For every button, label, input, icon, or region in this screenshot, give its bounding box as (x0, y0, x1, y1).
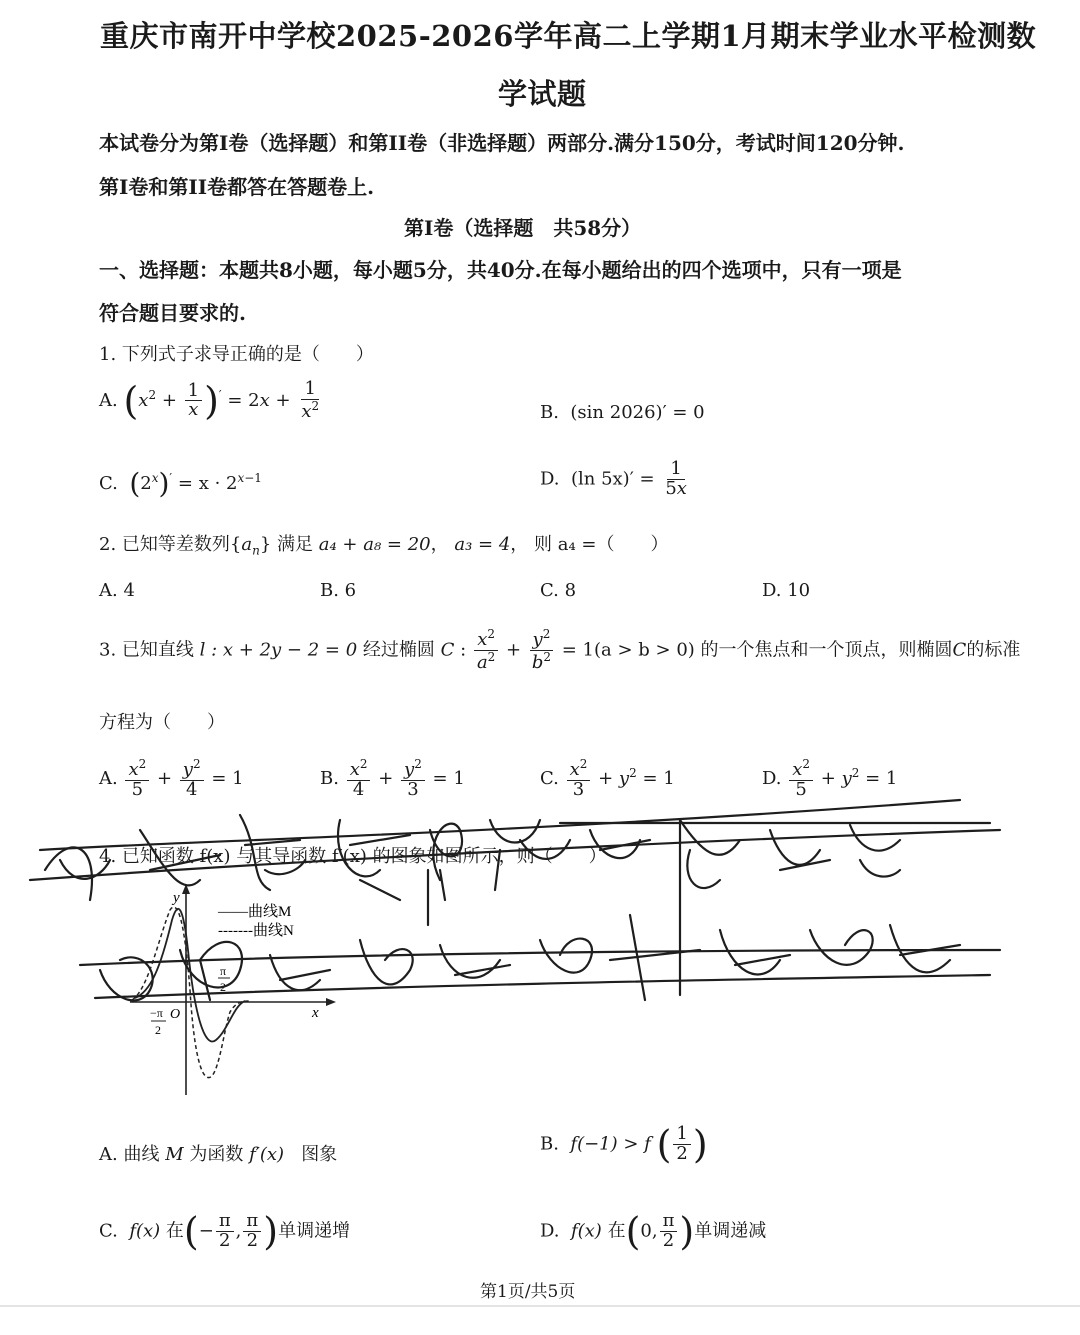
q1-stem: 1. 下列式子求导正确的是（ ） (99, 344, 374, 365)
q4-a-m: M (165, 1144, 184, 1165)
q1-c-eq: = x · 2 (177, 473, 238, 494)
axis-x-label: x (312, 1005, 319, 1021)
q3-stem-tail: 的标准 (966, 639, 1021, 661)
q2-stem-prefix: 2. 已知等差数列 (99, 534, 230, 555)
legend-curve-m: ——曲线M (218, 904, 292, 920)
q4-d-f: f(x) (570, 1220, 602, 1242)
q2-option-b: B. 6 (320, 580, 357, 601)
q4-a-text2: 为函数 (189, 1144, 244, 1165)
page-title-line2: 学试题 (498, 77, 587, 111)
q2-option-c: C. 8 (540, 580, 577, 601)
q3-option-d: D. $\frac{x^2}{5}$ + $y^2 = 1$ (762, 757, 898, 800)
legend-curve-n: -------曲线N (218, 923, 294, 939)
q1-d-label: D. (540, 468, 560, 490)
q4-graph (120, 880, 350, 1100)
q4-option-b: B. f(−1) > f ( $\frac{1}{2}$ ) (540, 1122, 708, 1167)
q3-option-c: C. $\frac{x^2}{3}$ + $y^2 = 1$ (540, 757, 675, 800)
q3-stem-line2: 方程为（ ） (99, 712, 225, 733)
q3-d-label: D. (762, 767, 782, 789)
q3-c-label: C. (540, 767, 559, 789)
q2-stem-mid: 满足 (277, 534, 314, 555)
page-title-line1: 重庆市南开中学校2025-2026学年高二上学期1月期末学业水平检测数 (100, 19, 1037, 53)
q3-cond: = 1(a > b > 0) (561, 639, 695, 661)
q2-ask: 则 a₄ =（ ） (534, 534, 669, 555)
section-title: 第I卷（选择题 共58分） (404, 216, 642, 240)
q2-option-a: A. 4 (99, 580, 135, 601)
q1-b-expr: (sin 2026)′ = 0 (570, 402, 705, 423)
q4-stem: 4. 已知函数 f(x) 与其导函数 f′(x) 的图象如图所示，则（ ） (99, 846, 607, 867)
q3-option-a: A. $\frac{x^2}{5}$ + $\frac{y^2}{4}$ = 1 (99, 757, 244, 800)
q4-b-expr: f(−1) > f (570, 1133, 651, 1155)
q1-a-label: A. (99, 389, 118, 411)
q3-stem-prefix: 3. 已知直线 (99, 639, 194, 661)
intro-line1: 本试卷分为第I卷（选择题）和第II卷（非选择题）两部分.满分150分，考试时间120分钟. (99, 131, 905, 155)
q4-a-f: f′(x) (249, 1144, 285, 1165)
q1-d-expr: (ln 5x)′ = (570, 468, 655, 490)
q2-cond2: a₃ = 4 (454, 534, 511, 555)
q3-line-eq: l : x + 2y − 2 = 0 (199, 639, 358, 661)
q4-a-text: 曲线 (123, 1144, 160, 1165)
q1-option-b (540, 402, 705, 423)
q1-option-c: C. $(2^x)' = x \cdot 2^{x-1}$ (99, 467, 262, 500)
q4-a-label: A. (99, 1144, 118, 1165)
q4-d-text: 单调递减 (694, 1220, 767, 1242)
q1-c-label: C. (99, 473, 118, 494)
q2-option-d: D. 10 (762, 580, 811, 601)
q1-b-label: B. (540, 402, 559, 423)
q4-a-text3: 图象 (301, 1144, 338, 1165)
q3-stem-suffix: 的一个焦点和一个顶点，则椭圆 (700, 639, 953, 661)
section-instruction-line1: 一、选择题：本题共8小题，每小题5分，共40分.在每小题给出的四个选项中，只有一项是 (99, 258, 902, 282)
q4-d-label: D. (540, 1220, 560, 1242)
q4-option-c: C. f(x) 在(− $\frac{\pi}{2}$ , $\frac{\pi}{2}$ )单调递增 (99, 1209, 351, 1254)
q1-option-a: A. ($x^2$ + $\frac{1}{x}$ )′ = 2x + $\frac{1}{x^2}$ (99, 378, 320, 423)
tick-pi-over-2: π (220, 964, 227, 978)
q4-c-f: f(x) (129, 1220, 161, 1242)
q3-a-label: A. (99, 767, 118, 789)
axis-y-label: y (173, 890, 180, 906)
q4-d-in: 在 (607, 1220, 626, 1242)
q3-option-b: B. $\frac{x^2}{4}$ + $\frac{y^2}{3}$ = 1 (320, 757, 465, 800)
svg-text:2: 2 (155, 1023, 161, 1037)
q4-option-a (99, 1140, 337, 1166)
q1-option-d: D. (ln 5x)′ = $\frac{1}{5x}$ (540, 458, 687, 499)
q4-b-label: B. (540, 1133, 559, 1155)
svg-text:2: 2 (220, 980, 226, 994)
tick-neg-pi-over-2: −π (150, 1006, 163, 1020)
q3-stem-mid: 经过椭圆 (362, 639, 435, 661)
q4-option-d: D. f(x) 在(0, $\frac{\pi}{2}$ )单调递减 (540, 1209, 767, 1254)
q3-stem: 3. 已知直线 l : x + 2y − 2 = 0 经过椭圆 C : $\frac{x^2}{a^2}$ + $\frac{y^2}{b^2}$ = 1(a > b > 0) 的一个焦点和一个顶点，则椭圆C的标准 (99, 627, 1021, 673)
page-footer: 第1页/共5页 (480, 1282, 576, 1302)
bottom-rule (0, 1305, 1080, 1307)
q3-b-label: B. (320, 767, 339, 789)
q2-stem: 2. 已知等差数列$\{a_n\}$ 满足 a₄ + a₈ = 20， a₃ = 4， 则 a₄ =（ ） (99, 534, 669, 558)
q2-cond1: a₄ + a₈ = 20 (318, 534, 431, 555)
intro-line2: 第I卷和第II卷都答在答题卷上. (99, 175, 375, 199)
q4-c-in: 在 (165, 1220, 184, 1242)
q4-c-text: 单调递增 (278, 1220, 351, 1242)
q4-c-label: C. (99, 1220, 118, 1242)
origin-label: O (170, 1007, 181, 1022)
section-instruction-line2: 符合题目要求的. (99, 301, 246, 325)
